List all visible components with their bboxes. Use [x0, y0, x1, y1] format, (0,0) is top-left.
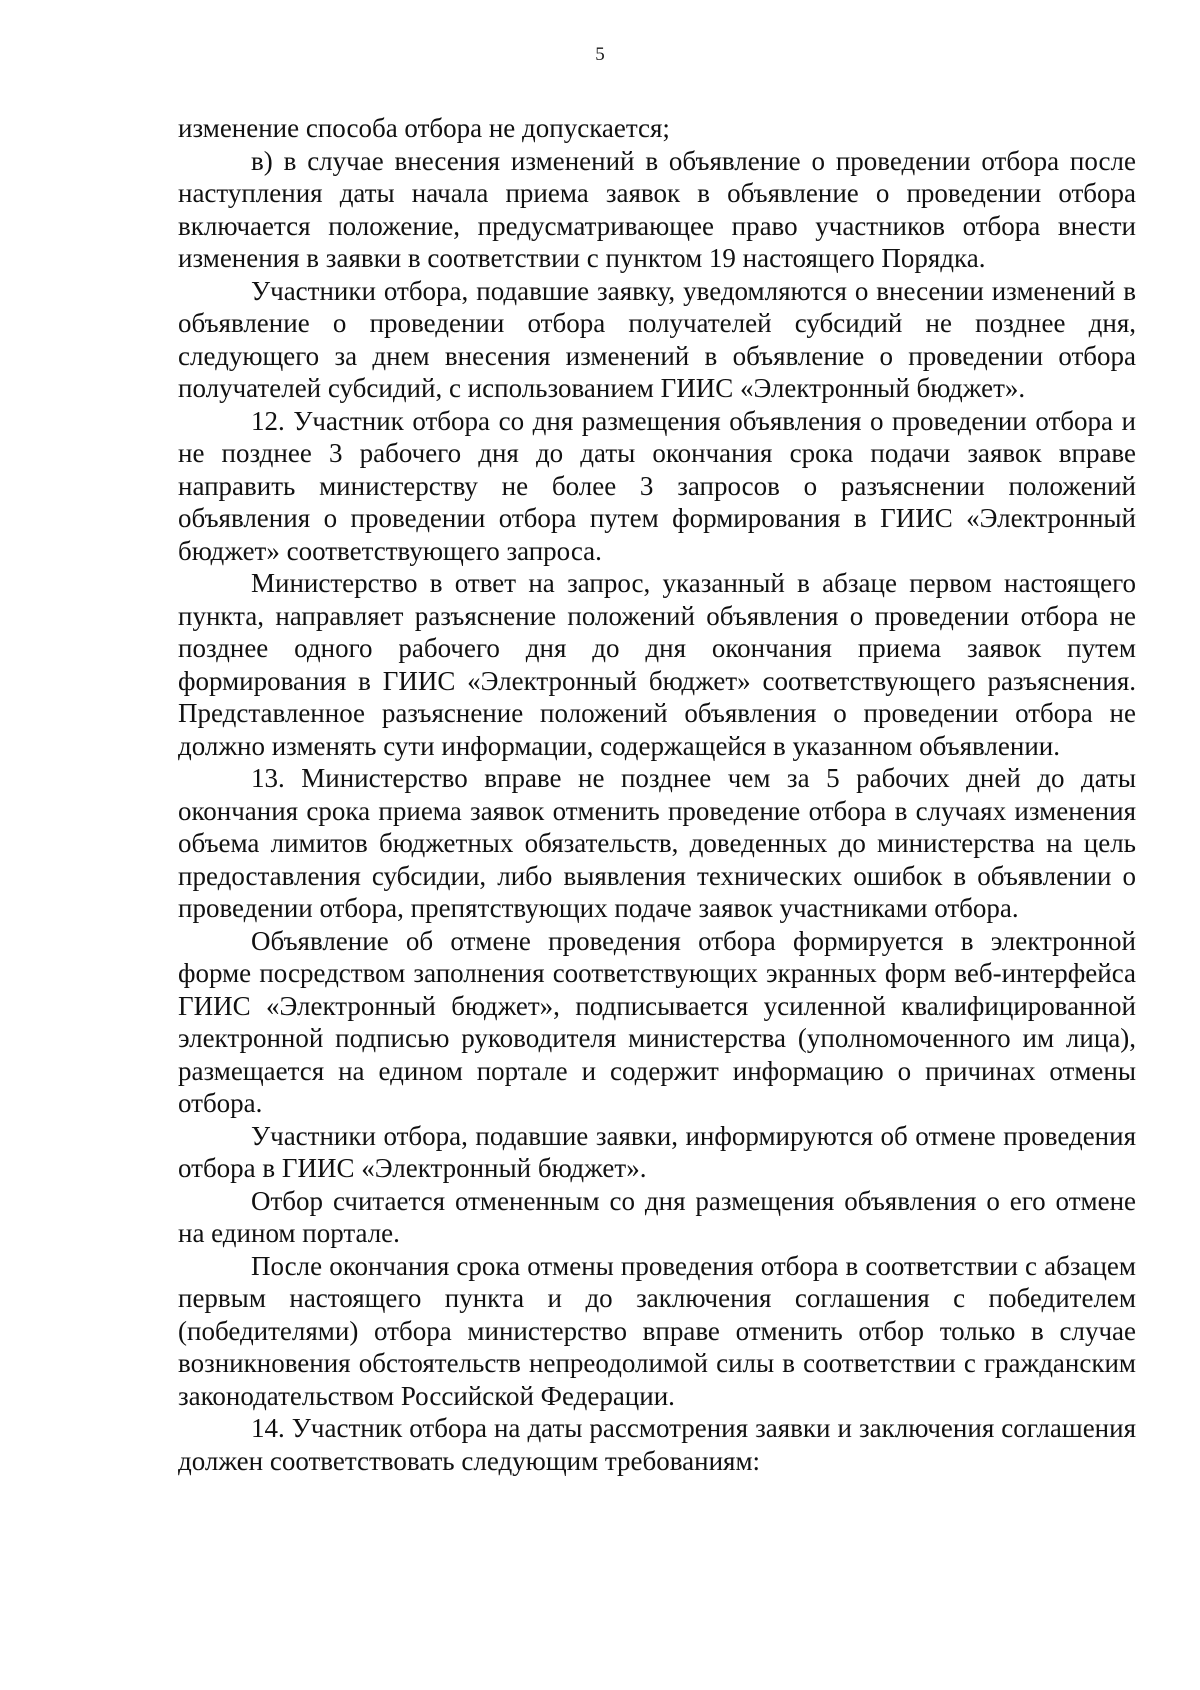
paragraph-4: 12. Участник отбора со дня размещения объявления о проведении отбора и не позднее 3 рабочего дня до даты окончания срока подачи заявок вправе направить министерству не более 3 запросов о разъяснении положений объявления о проведении отбора путем формирования в ГИИС «Электронный бюджет» соответствующего запроса. — [178, 405, 1136, 566]
paragraph-10: После окончания срока отмены проведения отбора в соответствии с абзацем первым настоящего пункта и до заключения соглашения с победителем (победителями) отбора министерство вправе отменить отбор только в случае возникновения обстоятельств непреодолимой силы в соответствии с гражданским законодательством Российской Федерации. — [178, 1250, 1136, 1411]
paragraph-6: 13. Министерство вправе не позднее чем за 5 рабочих дней до даты окончания срока приема заявок отменить проведение отбора в случаях изменения объема лимитов бюджетных обязательств, доведенных до министерства на цель предоставления субсидии, либо выявления технических ошибок в объявлении о проведении отбора, препятствующих подаче заявок участниками отбора. — [178, 763, 1136, 923]
paragraph-3: Участники отбора, подавшие заявку, уведомляются о внесении изменений в объявление о проведении отбора получателей субсидий не позднее дня, следующего за днем внесения изменений в объявление о проведении отбора получателей субсидий, с использованием ГИИС «Электронный бюджет». — [178, 275, 1136, 403]
document-body — [178, 112, 1136, 1477]
paragraph-8: Участники отбора, подавшие заявки, информируются об отмене проведения отбора в ГИИС «Электронный бюджет». — [178, 1120, 1136, 1183]
paragraph-1: изменение способа отбора не допускается; — [178, 113, 670, 143]
paragraph-2: в) в случае внесения изменений в объявление о проведении отбора после наступления даты начала приема заявок в объявление о проведении отбора включается положение, предусматривающее право участников отбора внести изменения в заявки в соответствии с пунктом 19 настоящего Порядка. — [178, 145, 1136, 273]
paragraph-11: 14. Участник отбора на даты рассмотрения заявки и заключения соглашения должен соответствовать следующим требованиям: — [178, 1413, 1136, 1476]
paragraph-5: Министерство в ответ на запрос, указанный в абзаце первом настоящего пункта, направляет разъяснение положений объявления о проведении отбора не позднее одного рабочего дня до дня окончания приема заявок путем формирования в ГИИС «Электронный бюджет» соответствующего разъяснения. Представленное разъяснение положений объявления о проведении отбора не должно изменять сути информации, содержащейся в указанном объявлении. — [178, 568, 1136, 761]
paragraph-9: Отбор считается отмененным со дня размещения объявления о его отмене на едином портале. — [178, 1185, 1136, 1248]
paragraph-7: Объявление об отмене проведения отбора формируется в электронной форме посредством заполнения соответствующих экранных форм веб-интерфейса ГИИС «Электронный бюджет», подписывается усиленной квалифицированной электронной подписью руководителя министерства (уполномоченного им лица), размещается на едином портале и содержит информацию о причинах отмены отбора. — [178, 925, 1136, 1118]
page-number: 5 — [595, 44, 605, 65]
